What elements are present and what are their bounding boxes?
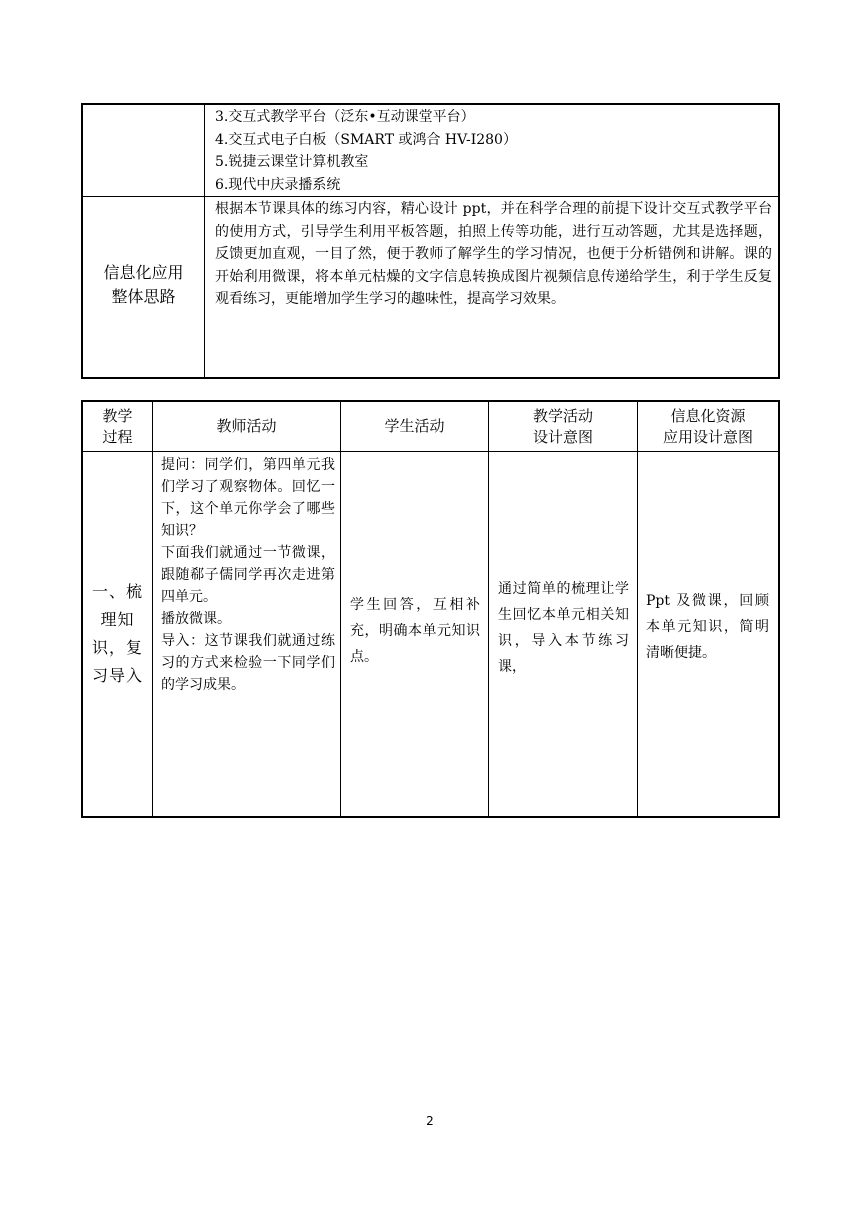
header-student: 学生活动	[341, 402, 489, 452]
resources-row	[83, 105, 779, 197]
resource-line: 6.现代中庆录播系统	[215, 176, 341, 193]
table-row	[83, 452, 779, 817]
resource-line: 4.交互式电子白板（SMART 或鸿合 HV-I280）	[215, 131, 517, 148]
design-intent-cell: 通过简单的梳理让学生回忆本单元相关知识，导入本节练习课，	[489, 452, 638, 817]
page-number: 2	[426, 1114, 434, 1128]
resource-line: 5.锐捷云课堂计算机教室	[215, 154, 369, 170]
header-process: 教学 过程	[83, 402, 153, 452]
info-approach-row	[83, 197, 779, 378]
header-teacher: 教师活动	[153, 402, 341, 452]
process-table	[82, 401, 779, 817]
header-row	[83, 402, 779, 452]
header-design-intent: 教学活动 设计意图	[489, 402, 638, 452]
teacher-activity-cell: 提问：同学们，第四单元我们学习了观察物体。回忆一下，这个单元你学会了哪些知识？ 下面我们就通过一节微课，跟随郗子儒同学再次走进第四单元。 播放微课。 导入：这节课我们就通过练习的方式来检验一下同学们的学习成果。	[153, 452, 341, 817]
info-approach-text: 根据本节课具体的练习内容，精心设计 ppt，并在科学合理的前提下设计交互式教学平台的使用方式，引导学生利用平板答题，拍照上传等功能，进行互动答题，尤其是选择题，反馈更加直观，一目了然，便于教师了解学生的学习情况，也便于分析错例和讲解。课的开始利用微课，将本单元枯燥的文字信息转换成图片视频信息传递给学生，利于学生反复观看练习，更能增加学生学习的趣味性，提高学习效果。	[205, 197, 779, 378]
resources-cell	[205, 105, 779, 197]
info-intent-cell: Ppt 及微课，回顾本单元知识，简明清晰便捷。	[638, 452, 779, 817]
resources-label-cell	[83, 105, 205, 197]
info-table	[82, 104, 779, 378]
info-approach-label: 信息化应用 整体思路	[83, 197, 205, 378]
header-info-intent: 信息化资源 应用设计意图	[638, 402, 779, 452]
student-activity-cell: 学生回答，互相补充，明确本单元知识点。	[341, 452, 489, 817]
stage-cell: 一、梳理知识，复习导入	[83, 452, 153, 817]
resource-line: 3.交互式教学平台（泛东•互动课堂平台）	[215, 109, 475, 125]
